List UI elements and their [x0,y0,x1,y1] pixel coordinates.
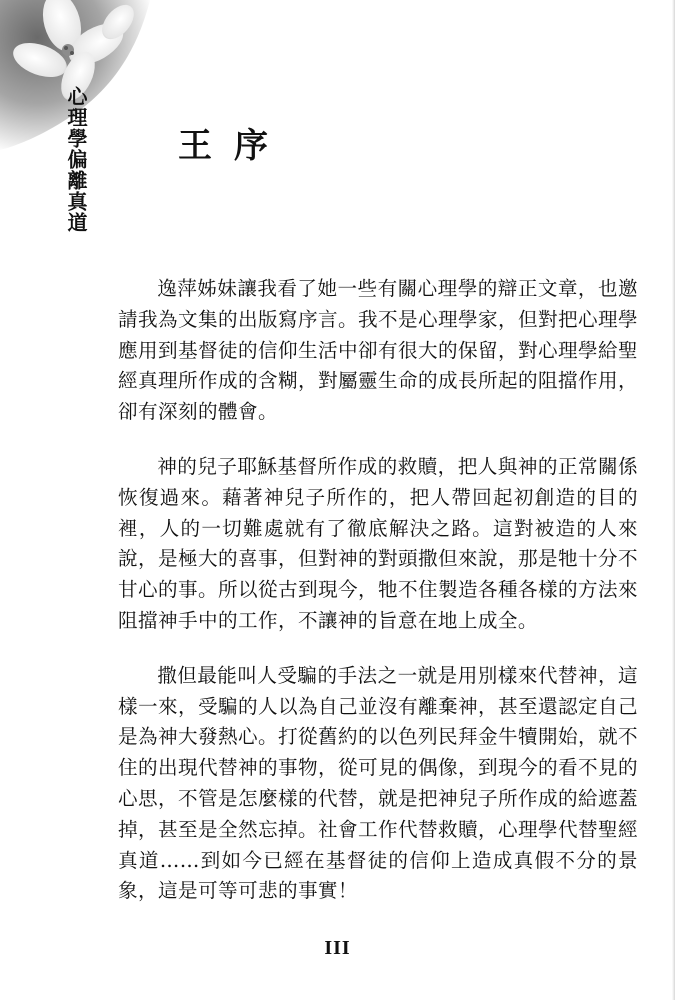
paragraph-2: 神的兒子耶穌基督所作成的救贖，把人與神的正常關係恢復過來。藉著神兒子所作的，把人帶回起初創造的目的裡，人的一切難處就有了徹底解決之路。這對被造的人來說，是極大的喜事，但對神的對頭撒但來說，那是牠十分不甘心的事。所以從古到現今，牠不住製造各種各樣的方法來阻擋神手中的工作，不讓神的旨意在地上成全。 [118,454,638,632]
paragraph-1: 逸萍姊妹讓我看了她一些有關心理學的辯正文章，也邀請我為文集的出版寫序言。我不是心理學家，但對把心理學應用到基督徒的信仰生活中卻有很大的保留，對心理學給聖經真理所作成的含糊，對屬靈生命的成長所起的阻擋作用，卻有深刻的體會。 [118,277,638,424]
preface-body [118,274,638,931]
book-title-vertical: 心理學偏離真道 [64,86,88,233]
page-number: III [324,937,351,959]
page-title: 王序 [178,126,290,166]
paragraph-3: 撒但最能叫人受騙的手法之一就是用別樣來代替神，這樣一來，受騙的人以為自己並沒有離棄神，甚至還認定自己是為神大發熱心。打從舊約的以色列民拜金牛犢開始，就不住的出現代替神的事物，從可見的偶像，到現今的看不見的心思，不管是怎麼樣的代替，就是把神兒子所作成的給遮蓋掉，甚至是全然忘掉。社會工作代替救贖，心理學代替聖經真道……到如今已經在基督徒的信仰上造成真假不分的景象，這是可等可悲的事實！ [118,663,638,903]
